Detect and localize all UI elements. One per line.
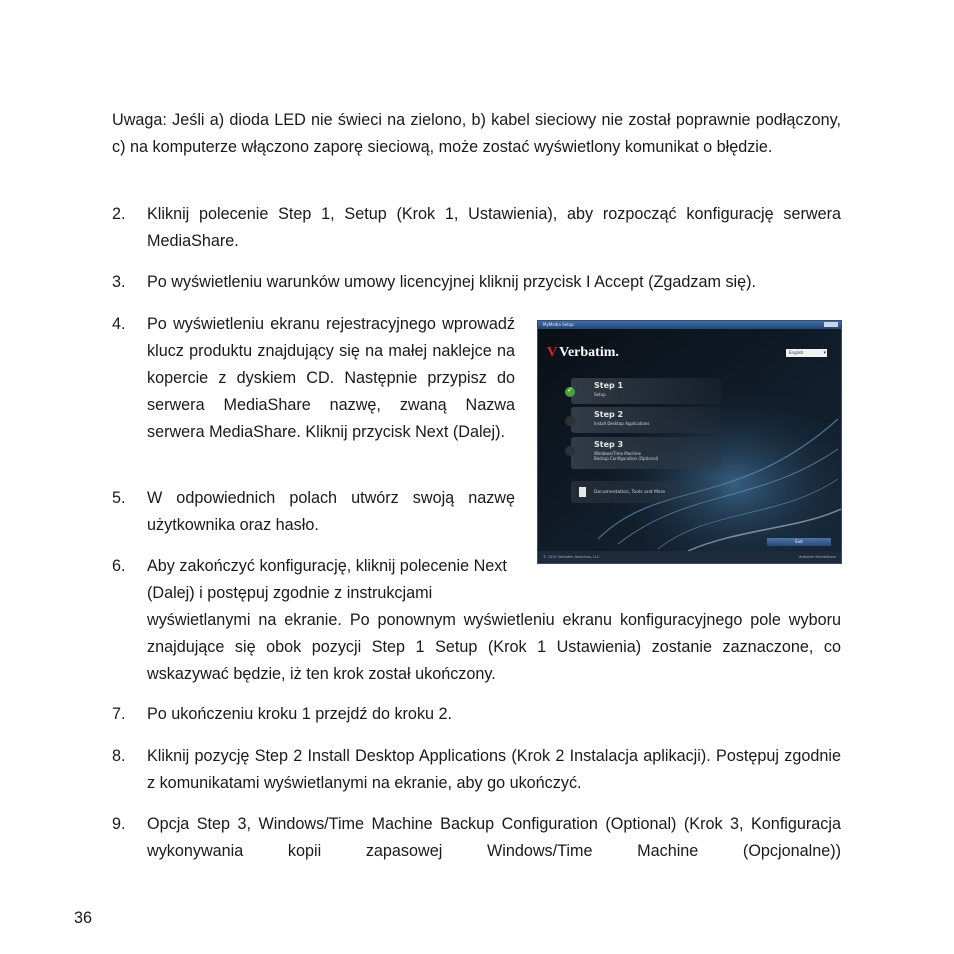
item-text: Kliknij pozycję Step 2 Install Desktop Applications (Krok 2 Instalacja aplikacji). Postępuj zgodnie z komunikatami wyświetlanymi na ekranie, aby go ukończyć.: [147, 747, 841, 792]
item-number: 5.: [112, 489, 126, 507]
window-title: MyMedia Setup: [543, 322, 574, 327]
note-paragraph: Uwaga: Jeśli a) dioda LED nie świeci na zielono, b) kabel sieciowy nie został poprawnie podłączony, c) na komputerze włączono zaporę sieciową, może zostać wyświetlony komunikat o błędzie.: [112, 111, 841, 156]
item-text: Po ukończeniu kroku 1 przejdź do kroku 2.: [147, 705, 453, 723]
item-text-continued: wyświetlanymi na ekranie. Po ponownym wyświetleniu ekranu konfiguracyjnego pole wyboru znajdujące się obok pozycji Step 1 Setup (Krok 1 Ustawienia) zostanie zaznaczone, co wskazywać będzie, iż ten krok został ukończony.: [147, 611, 841, 683]
item-number: 6.: [112, 557, 126, 575]
item-number: 9.: [112, 815, 126, 833]
setup-screenshot: [537, 320, 842, 564]
circle-icon: [565, 446, 575, 456]
circle-icon: [565, 416, 575, 426]
document-icon: [579, 487, 586, 497]
chevron-down-icon: ▾: [823, 350, 826, 356]
item-text: Kliknij polecenie Step 1, Setup (Krok 1, Ustawienia), aby rozpocząć konfigurację serwera MediaShare.: [147, 205, 841, 250]
item-number: 7.: [112, 705, 126, 723]
screenshot-statusbar: © 2010 Verbatim Americas, LLC Verbatim MediaShare: [538, 551, 841, 563]
item-number: 2.: [112, 205, 126, 223]
item-number: 4.: [112, 315, 126, 333]
documentation-button[interactable]: Documentation, Tools and More: [571, 481, 721, 503]
verbatim-logo: V Verbatim.: [547, 345, 619, 360]
step-1-button[interactable]: ✓ Step 1 Setup: [571, 378, 721, 404]
exit-button[interactable]: Exit: [767, 538, 831, 546]
screenshot-titlebar: [538, 321, 841, 329]
step-2-button[interactable]: Step 2 Install Desktop Applications: [571, 407, 721, 433]
language-select[interactable]: English ▾: [786, 349, 827, 357]
page-number: 36: [74, 909, 93, 927]
window-controls: [824, 322, 838, 327]
item-number: 3.: [112, 273, 126, 291]
item-text: Po wyświetleniu ekranu rejestracyjnego wprowadź klucz produktu znajdujący się na małej naklejce na kopercie z dyskiem CD. Następnie przypisz do serwera MediaShare nazwę, zwaną Nazwa serwera MediaShare. Kliknij przycisk Next (Dalej).: [147, 315, 515, 441]
step-3-button[interactable]: Step 3 Windows/Time Machine Backup Configuration (Optional): [571, 437, 721, 469]
item-text: Po wyświetleniu warunków umowy licencyjnej kliknij przycisk I Accept (Zgadzam się).: [147, 273, 757, 291]
item-text: W odpowiednich polach utwórz swoją nazwę użytkownika oraz hasło.: [147, 489, 515, 534]
item-text: Aby zakończyć konfigurację, kliknij polecenie Next (Dalej) i postępuj zgodnie z instrukcjami: [147, 557, 507, 602]
item-text: Opcja Step 3, Windows/Time Machine Backup Configuration (Optional) (Krok 3, Konfiguracja wykonywania kopii zapasowej Windows/Time Machine (Opcjonalne)): [147, 815, 841, 860]
check-icon: [565, 387, 575, 397]
item-number: 8.: [112, 747, 126, 765]
